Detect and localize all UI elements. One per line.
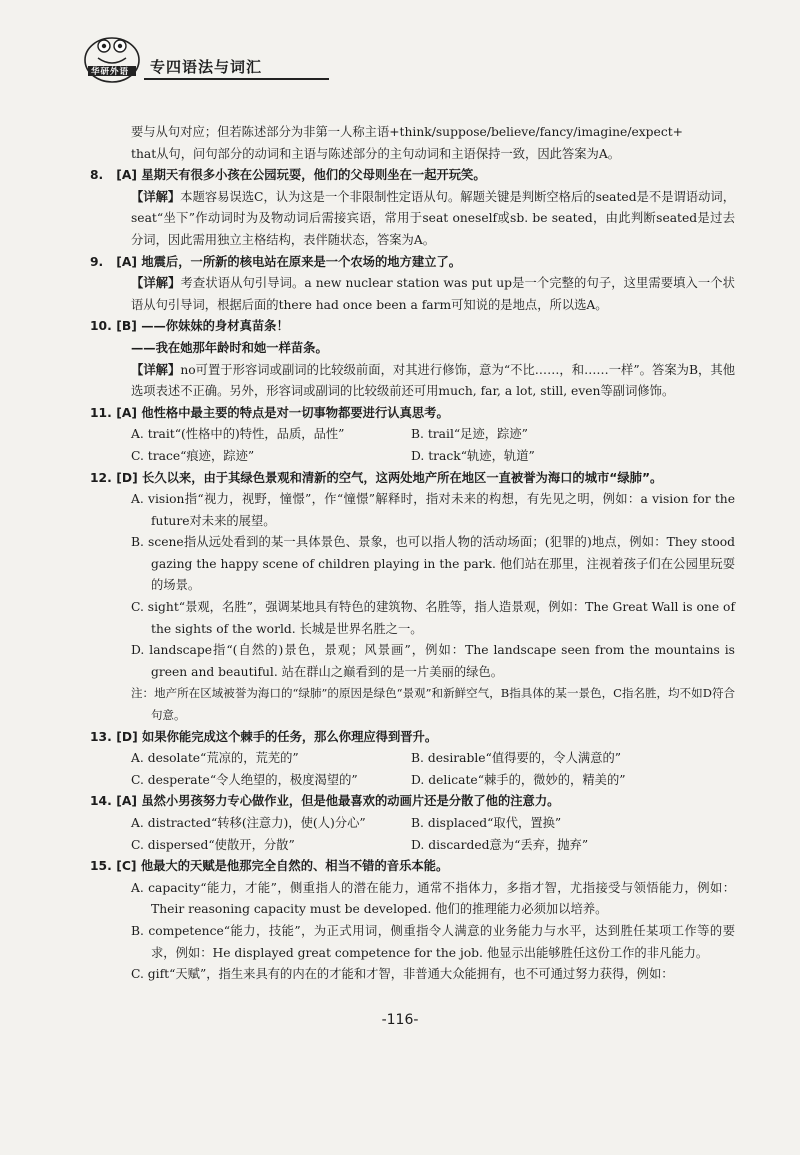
item-11: [90, 403, 735, 425]
detail-text: 本题容易误选C，认为这是一个非限制性定语从句。解题关键是判断空格后的seated是不是谓语动词，seat“坐下”作动词时为及物动词后需接宾语，常用于seat oneself或sb. be seated，由此判断seated是过去分词，因此需用独立主格结构，表伴随状态，答案为A。: [131, 189, 735, 247]
item-answer: [A]: [116, 405, 138, 420]
option-d: D. track“轨迹，轨道”: [411, 448, 535, 463]
item-answer: [A]: [116, 254, 138, 269]
item-stem: 地震后，一所新的核电站在原来是一个农场的地方建立了。: [141, 254, 462, 269]
page-content: [90, 122, 735, 986]
item-number: 11.: [90, 405, 112, 420]
item-10-detail: [90, 360, 735, 403]
item-10: [90, 316, 735, 338]
item-12-expl-b: B. scene指从远处看到的某一具体景色、景象，也可以指人物的活动场面；(犯罪的)地点，例如：They stood gazing the happy scene of children playing in the park. 他们站在那里，注视着孩子们在公园里玩耍的场景。: [131, 535, 735, 593]
option-a: A. distracted“转移(注意力)，使(人)分心”: [131, 816, 366, 830]
option-b: B. displaced“取代，置换”: [411, 816, 562, 830]
item-stem: ——你妹妹的身材真苗条！: [141, 319, 289, 334]
item-10-stem-2: ——我在她那年龄时和她一样苗条。: [131, 340, 328, 355]
page-number: -116-: [381, 1012, 419, 1028]
frog-logo-icon: [82, 32, 142, 84]
item-number: 10.: [90, 319, 112, 334]
item-stem: 他最大的天赋是他那完全自然的、相当不错的音乐本能。: [140, 859, 449, 874]
item-answer: [A]: [116, 168, 138, 183]
item-number: 15.: [90, 859, 112, 874]
item-stem: 星期天有很多小孩在公园玩耍，他们的父母则坐在一起开玩笑。: [141, 168, 486, 183]
item-14: [90, 791, 735, 813]
page-header: [82, 32, 722, 86]
option-b: B. desirable“值得要的，令人满意的”: [411, 751, 622, 766]
option-b: B. trail“足迹，踪迹”: [411, 427, 528, 442]
item-number: 14.: [90, 794, 112, 809]
item-15-expl-a: A. capacity“能力，才能”，侧重指人的潜在能力，通常不指体力，多指才智，尤指接受与领悟能力，例如：Their reasoning capacity must be developed. 他们的推理能力必须加以培养。: [131, 880, 735, 917]
item-number: 13.: [90, 729, 112, 744]
detail-label: 【详解】: [131, 189, 181, 204]
detail-text: no可置于形容词或副词的比较级前面，对其进行修饰，意为“不比……，和……一样”。答案为B，其他选项表述不正确。另外，形容词或副词的比较级前还可用much, far, a lot, still, even等副词修饰。: [131, 362, 735, 399]
detail-label: 【详解】: [131, 362, 181, 377]
item-14-options: [90, 813, 735, 856]
item-11-options: [90, 424, 735, 467]
item-12-note: 注：地产所在区域被誉为海口的“绿肺”的原因是绿色“景观”和新鲜空气，B指具体的某一景色，C指名胜，均不如D符合句意。: [131, 686, 735, 723]
option-a: A. trait“(性格中的)特性，品质，品性”: [131, 427, 345, 442]
item-12: [90, 468, 735, 490]
detail-text: 考查状语从句引导词。a new nuclear station was put up是一个完整的句子，这里需要填入一个状语从句引导词，根据后面的there had once been a farm可知说的是地点，所以选A。: [131, 276, 735, 312]
item-9: [90, 252, 735, 274]
detail-label: 【详解】: [131, 276, 181, 291]
item-answer: [D]: [116, 470, 138, 485]
option-d: D. discarded意为“丢弃，抛弃”: [411, 837, 589, 852]
item-12-expl-d: D. landscape指“(自然的)景色，景观；风景画”，例如：The landscape seen from the mountains is green and beautiful. 站在群山之巅看到的是一片美丽的绿色。: [131, 643, 735, 679]
item-8: [90, 165, 735, 187]
option-c: C. dispersed“使散开，分散”: [131, 837, 295, 852]
option-d: D. delicate“棘手的，微妙的，精美的”: [411, 772, 626, 787]
item-answer: [D]: [116, 729, 138, 744]
item-13-options: [90, 748, 735, 791]
item-9-detail: [90, 273, 735, 316]
option-c: C. trace“痕迹，踪迹”: [131, 448, 255, 463]
item-13: [90, 727, 735, 749]
item-answer: [C]: [116, 859, 137, 874]
option-a: A. desolate“荒凉的，荒芜的”: [131, 751, 299, 766]
item-stem: 虽然小男孩努力专心做作业，但是他最喜欢的动画片还是分散了他的注意力。: [141, 794, 560, 809]
item-12-expl-a: A. vision指“视力，视野，憧憬”，作“憧憬”解释时，指对未来的构想，有先见之明，例如：a vision for the future对未来的展望。: [131, 492, 735, 528]
header-title: 专四语法与词汇: [150, 58, 263, 76]
item-stem: 如果你能完成这个棘手的任务，那么你理应得到晋升。: [142, 729, 438, 744]
item-answer: [B]: [116, 319, 137, 334]
option-c: C. desperate“令人绝望的，极度渴望的”: [131, 772, 358, 787]
item-number: 9.: [90, 254, 104, 269]
item-stem: 长久以来，由于其绿色景观和清新的空气，这两处地产所在地区一直被誉为海口的城市“绿肺”。: [142, 470, 663, 485]
item-number: 12.: [90, 470, 112, 485]
logo-text: 华研外语: [91, 67, 130, 77]
item-answer: [A]: [116, 794, 138, 809]
item-15: [90, 856, 735, 878]
item-12-expl-c: C. sight“景观，名胜”，强调某地具有特色的建筑物、名胜等，指人造景观，例如：The Great Wall is one of the sights of the world. 长城是世界名胜之一。: [131, 600, 735, 636]
header-rule: [144, 78, 329, 80]
item-15-expl-c: C. gift“天赋”，指生来具有的内在的才能和才智，非普通大众能拥有，也不可通过努力获得，例如：: [131, 967, 674, 982]
item-15-expl-b: B. competence“能力，技能”，为正式用词，侧重指令人满意的业务能力与水平，达到胜任某项工作等的要求，例如：He displayed great competence for the job. 他显示出能够胜任这份工作的非凡能力。: [131, 923, 735, 960]
intro-line-2: that从句，问句部分的动词和主语与陈述部分的主句动词和主语保持一致，因此答案为A。: [131, 146, 621, 161]
item-8-detail: [90, 187, 735, 252]
item-stem: 他性格中最主要的特点是对一切事物都要进行认真思考。: [141, 405, 449, 420]
item-number: 8.: [90, 168, 104, 183]
intro-line-1: 要与从句对应；但若陈述部分为非第一人称主语+think/suppose/believe/fancy/imagine/expect+: [131, 125, 683, 139]
